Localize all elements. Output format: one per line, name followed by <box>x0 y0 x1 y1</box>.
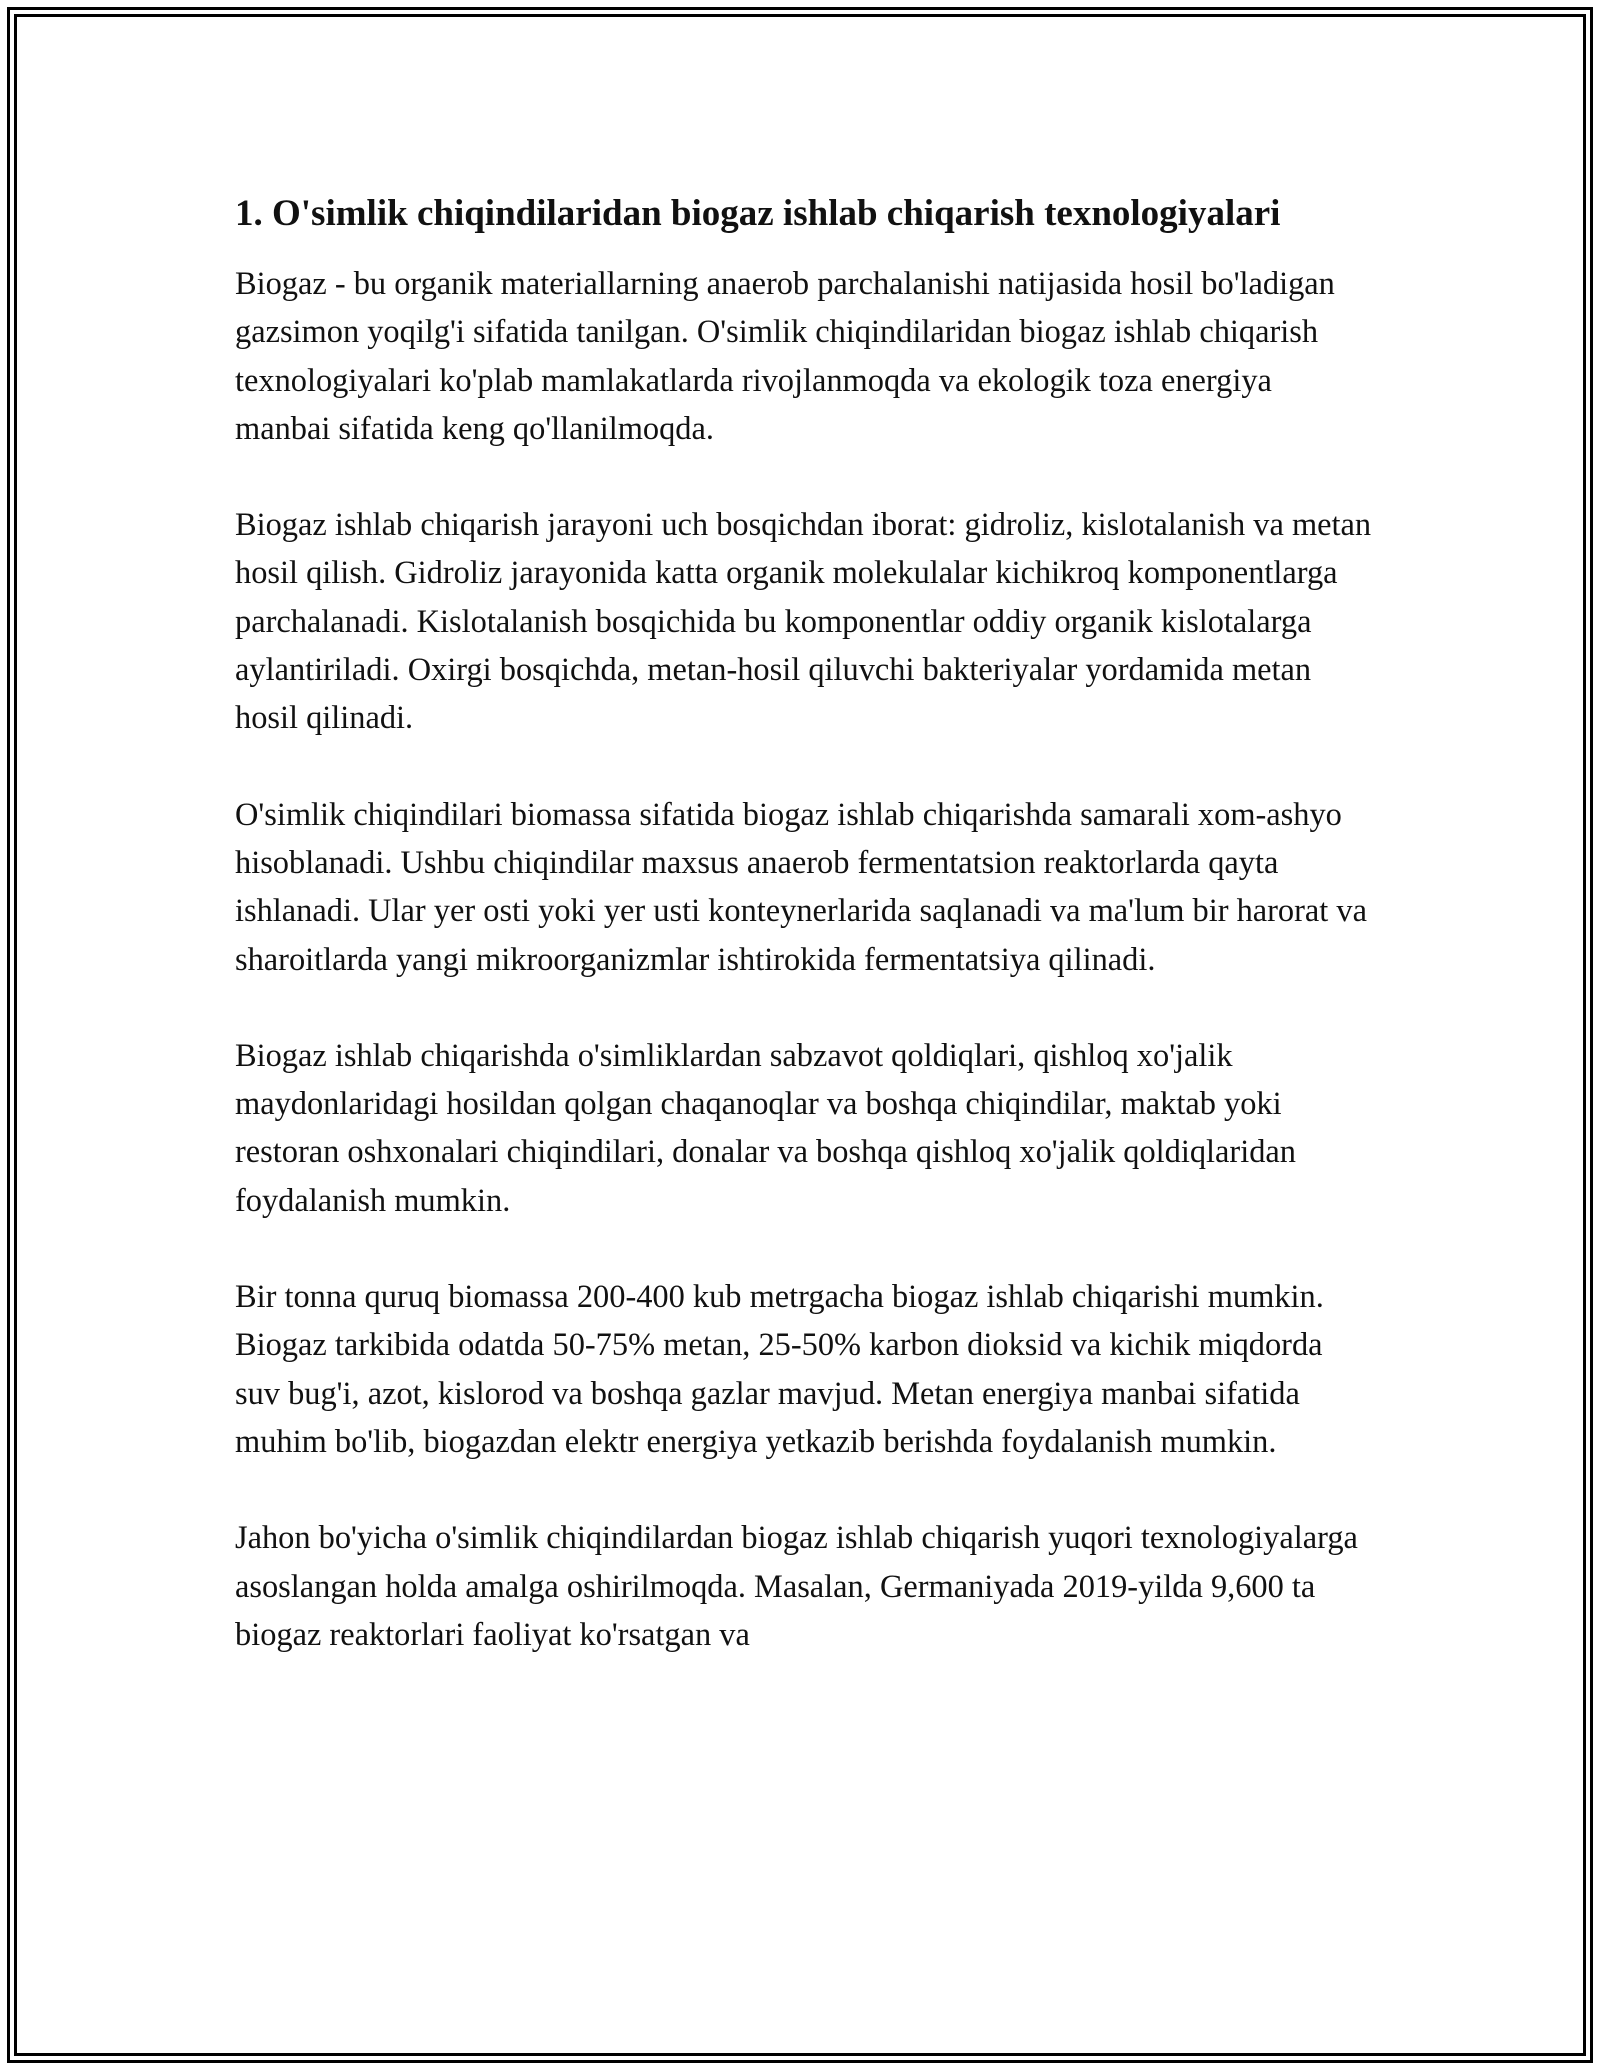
document-body <box>235 186 1375 1707</box>
paragraph-waste-sources: Biogaz ishlab chiqarishda o'simliklardan sabzavot qoldiqlari, qishloq xo'jalik maydonlaridagi hosildan qolgan chaqanoqlar va boshqa chiqindilar, maktab yoki restoran oshxonalari chiqindilari, donalar va boshqa qishloq xo'jalik qoldiqlaridan foydalanish mumkin. <box>235 1037 1296 1219</box>
paragraph-intro: Biogaz - bu organik materiallarning anaerob parchalanishi natijasida hosil bo'ladigan gazsimon yoqilg'i sifatida tanilgan. O'simlik chiqindilaridan biogaz ishlab chiqarish texnologiyalari ko'plab mamlakatlarda rivojlanmoqda va ekologik toza energiya manbai sifatida keng qo'llanilmoqda. <box>235 266 1335 447</box>
paragraph-process-stages: Biogaz ishlab chiqarish jarayoni uch bosqichdan iborat: gidroliz, kislotalanish va metan hosil qilish. Gidroliz jarayonida katta organik molekulalar kichikroq komponentlarga parchalanadi. Kislotalanish bosqichida bu komponentlar oddiy organik kislotalarga aylantiriladi. Oxirgi bosqichda, metan-hosil qiluvchi bakteriyalar yordamida metan hosil qilinadi. <box>235 507 1372 737</box>
paragraph-raw-material: O'simlik chiqindilari biomassa sifatida biogaz ishlab chiqarishda samarali xom-ashyo hisoblanadi. Ushbu chiqindilar maxsus anaerob fermentatsion reaktorlarda qayta ishlanadi. Ular yer osti yoki yer usti konteynerlarida saqlanadi va ma'lum bir harorat va sharoitlarda yangi mikroorganizmlar ishtirokida fermentatsiya qilinadi. <box>235 796 1367 978</box>
section-title: 1. O'simlik chiqindilaridan biogaz ishlab chiqarish texnologiyalari <box>235 193 1281 234</box>
paragraph-biogas-composition: Bir tonna quruq biomassa 200-400 kub metrgacha biogaz ishlab chiqarishi mumkin. Biogaz tarkibida odatda 50-75% metan, 25-50% karbon dioksid va kichik miqdorda suv bug'i, azot, kislorod va boshqa gazlar mavjud. Metan energiya manbai sifatida muhim bo'lib, biogazdan elektr energiya yetkazib berishda foydalanish mumkin. <box>235 1279 1324 1460</box>
paragraph-world-practice: Jahon bo'yicha o'simlik chiqindilardan biogaz ishlab chiqarish yuqori texnologiyalarga asoslangan holda amalga oshirilmoqda. Masalan, Germaniyada 2019-yilda 9,600 ta biogaz reaktorlari faoliyat ko'rsatgan va <box>235 1520 1358 1653</box>
